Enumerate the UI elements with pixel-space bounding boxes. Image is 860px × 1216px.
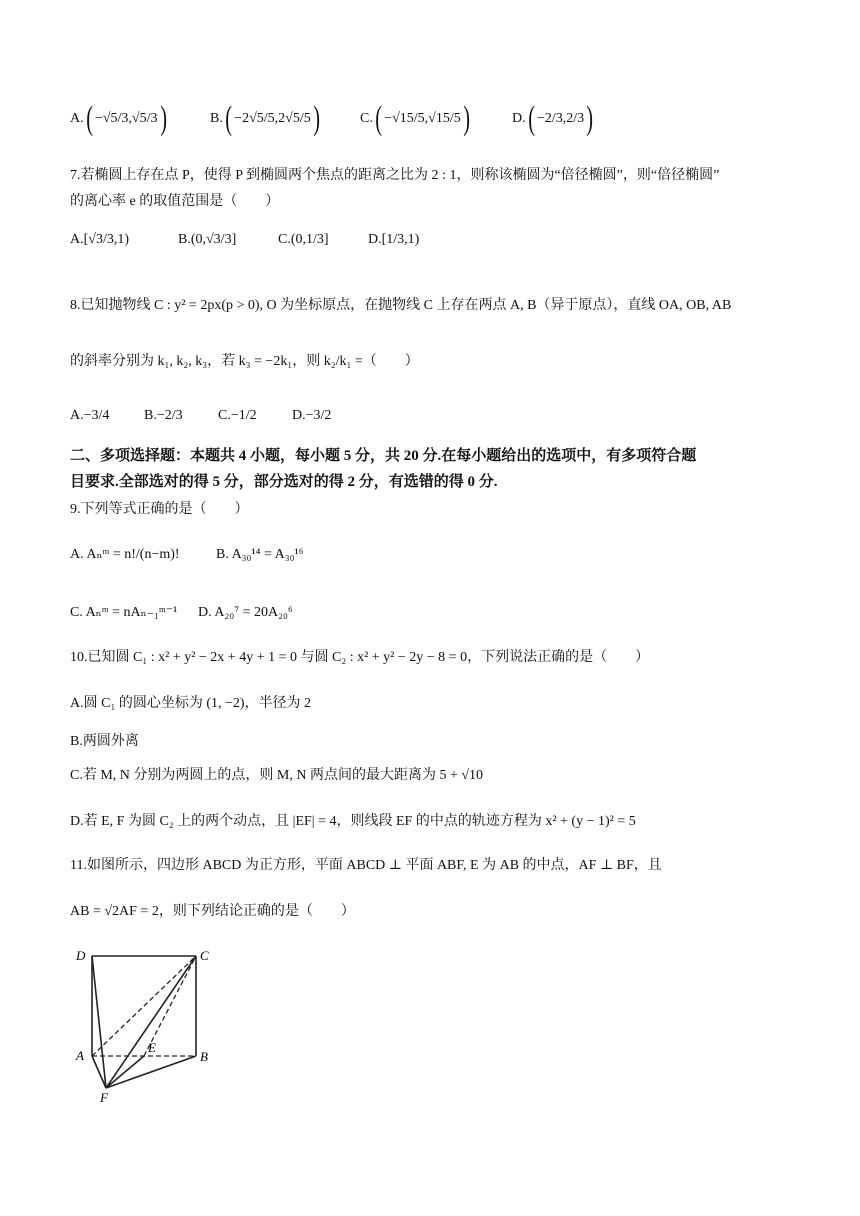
q10-option-c: C.若 M, N 分别为两圆上的点，则 M, N 两点间的最大距离为 5 + √10 (70, 768, 484, 783)
label-e: E (148, 1040, 156, 1055)
q6-option-a: A. ( −√5/3 , √5/3 ) (70, 100, 167, 137)
q8-option-c: C.−1/2 (218, 408, 257, 423)
q7-line1: 7.若椭圆上存在点 P，使得 P 到椭圆两个焦点的距离之比为 2 : 1，则称该椭圆为“倍径椭圆”，则“倍径椭圆” (70, 168, 720, 183)
q11-line2: AB = √2AF = 2，则下列结论正确的是（ ） (70, 904, 355, 919)
q10-option-b: B.两圆外离 (70, 734, 139, 749)
q8-option-d: D.−3/2 (292, 408, 332, 423)
geometry-figure (70, 940, 220, 1105)
q7-line2: 的离心率 e 的取值范围是（ ） (70, 194, 280, 209)
q7-option-d: D.[1/3,1) (368, 232, 420, 247)
q9-option-d: D. A₂₀⁷ = 20A₂₀⁶ (198, 604, 293, 620)
q7-option-c: C.(0,1/3] (278, 232, 329, 247)
q9-option-a: A. Aₙᵐ = n!/(n−m)! (70, 547, 180, 562)
q9-stem: 9.下列等式正确的是（ ） (70, 502, 249, 517)
q10-option-d: D.若 E, F 为圆 C₂ 上的两个动点，且 |EF| = 4，则线段 EF 的中点的轨迹方程为 x² + (y − 1)² = 5 (70, 814, 636, 829)
q9-option-b: B. A₃₀¹⁴ = A₃₀¹⁶ (216, 546, 304, 562)
q8-option-a: A.−3/4 (70, 408, 110, 423)
label-f: F (100, 1090, 108, 1105)
section2-heading-line2: 目要求.全部选对的得 5 分，部分选对的得 2 分，有选错的得 0 分. (70, 474, 498, 490)
q8-options (70, 408, 331, 424)
q10-stem: 10.已知圆 C₁ : x² + y² − 2x + 4y + 1 = 0 与圆 C₂ : x² + y² − 2y − 8 = 0，下列说法正确的是（ ） (70, 650, 650, 665)
q9-options-cd (70, 604, 293, 621)
label-c: C (200, 948, 209, 963)
edge-df (92, 956, 106, 1088)
q8-line1: 8.已知抛物线 C : y² = 2px(p > 0), O 为坐标原点，在抛物线 C 上存在两点 A, B（异于原点），直线 OA, OB, AB (70, 298, 732, 313)
q10-option-a: A.圆 C₁ 的圆心坐标为 (1, −2)，半径为 2 (70, 696, 312, 711)
label-a: A (76, 1048, 84, 1063)
edge-ac-dashed (92, 956, 196, 1056)
label-b: B (200, 1049, 208, 1064)
q8-option-b: B.−2/3 (144, 408, 183, 423)
q7-options (70, 232, 419, 248)
q6-option-b: B. ( −2√5/5 , 2√5/5 ) (210, 100, 320, 137)
label-d: D (76, 948, 86, 963)
q8-line2: 的斜率分别为 k₁, k₂, k₃，若 k₃ = −2k₁，则 k₂/k₁ =（ ） (70, 354, 419, 369)
q7-option-b: B.(0,√3/3] (178, 232, 237, 247)
q9-options-ab (70, 546, 304, 563)
section2-heading-line1: 二、多项选择题：本题共 4 小题，每小题 5 分，共 20 分.在每小题给出的选项中，有多项符合题 (70, 448, 697, 464)
q6-options (70, 102, 595, 136)
q7-option-a: A.[√3/3,1) (70, 232, 130, 247)
edge-fb (106, 1056, 196, 1088)
q6-option-c: C. ( −√15/5 , √15/5 ) (360, 100, 470, 137)
edge-fc (106, 956, 196, 1088)
q11-line1: 11.如图所示，四边形 ABCD 为正方形，平面 ABCD ⊥ 平面 ABF, E 为 AB 的中点，AF ⊥ BF，且 (70, 858, 662, 873)
q6-option-d: D. ( −2/3 , 2/3 ) (512, 100, 594, 137)
q9-option-c: C. Aₙᵐ = nAₙ₋₁ᵐ⁻¹ (70, 605, 178, 620)
